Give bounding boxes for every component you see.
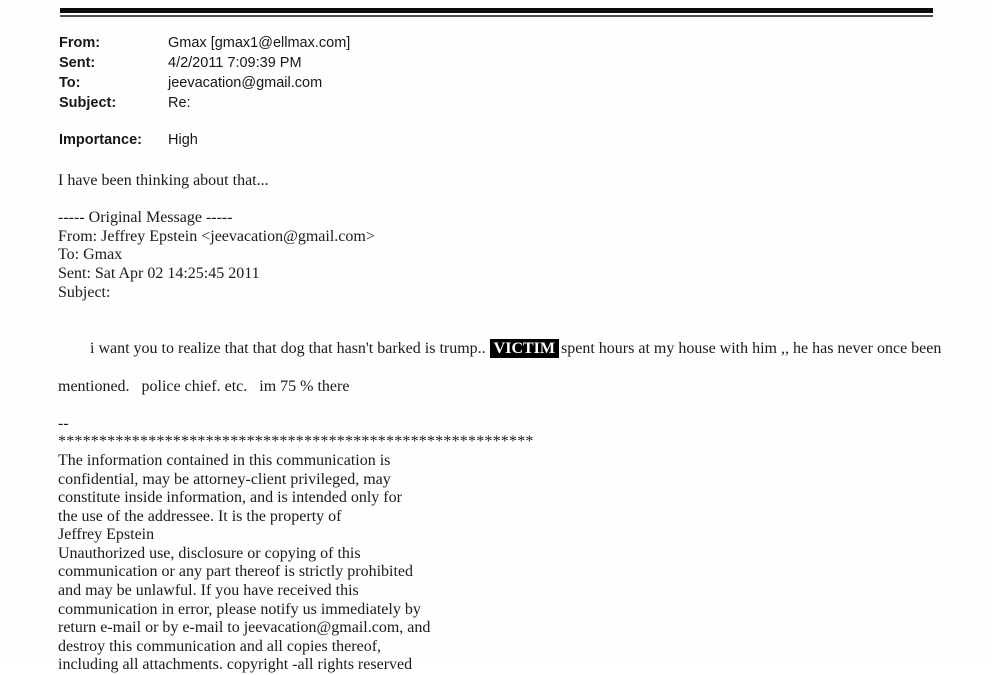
asterisk-divider: **********************************************************: [58, 433, 534, 451]
signature-block: [58, 415, 978, 675]
to-value: jeevacation@gmail.com: [168, 75, 323, 91]
disclaimer-line: confidential, may be attorney-client privileged, may: [58, 470, 391, 488]
message-text-before-redaction: i want you to realize that that dog that hasn't barked is trump..: [90, 340, 486, 358]
email-body: [58, 172, 978, 675]
intro-line: I have been thinking about that...: [58, 172, 269, 189]
header-row-to: [59, 73, 350, 93]
message-paragraph: [58, 321, 978, 396]
subject-label: Subject:: [59, 95, 117, 111]
top-horizontal-rule: [60, 8, 933, 17]
disclaimer-line: including all attachments. copyright -all rights reserved: [58, 656, 413, 674]
original-message-to: To: Gmax: [58, 246, 123, 264]
disclaimer-line: constitute inside information, and is intended only for: [58, 489, 402, 507]
disclaimer-line: the use of the addressee. It is the property of: [58, 507, 342, 525]
original-message-sent: Sent: Sat Apr 02 14:25:45 2011: [58, 264, 260, 282]
message-line-2: mentioned. police chief. etc. im 75 % there: [58, 377, 350, 395]
header-row-sent: [59, 53, 350, 73]
header-row-from: [59, 33, 350, 53]
message-line-1: [58, 321, 978, 378]
original-message-subject: Subject:: [58, 283, 111, 301]
disclaimer-line: communication in error, please notify us immediately by: [58, 600, 421, 618]
disclaimer-block: [58, 452, 978, 675]
original-message-from: From: Jeffrey Epstein <jeevacation@gmail.com>: [58, 227, 375, 245]
to-label: To:: [59, 75, 81, 91]
disclaimer-line: destroy this communication and all copies thereof,: [58, 637, 382, 655]
rule-thin-line: [60, 15, 933, 17]
from-value: Gmax [gmax1@ellmax.com]: [168, 35, 351, 51]
sent-value: 4/2/2011 7:09:39 PM: [168, 55, 302, 71]
email-header: [59, 33, 350, 150]
disclaimer-line: and may be unlawful. If you have received this: [58, 582, 359, 600]
original-message-divider: ----- Original Message -----: [58, 209, 233, 227]
disclaimer-line: Unauthorized use, disclosure or copying of this: [58, 544, 361, 562]
disclaimer-line: Jeffrey Epstein: [58, 526, 155, 544]
sent-label: Sent:: [59, 55, 96, 71]
redaction-box: VICTIM: [490, 339, 559, 358]
from-label: From:: [59, 35, 101, 51]
signature-dashes: --: [58, 414, 69, 432]
importance-label: Importance:: [59, 132, 142, 148]
header-row-importance: [59, 130, 350, 150]
importance-value: High: [168, 132, 198, 148]
rule-thick-line: [60, 8, 933, 13]
message-text-after-redaction: spent hours at my house with him ,, he has never once been: [561, 340, 942, 358]
original-message-block: [58, 209, 978, 302]
disclaimer-line: The information contained in this communication is: [58, 451, 391, 469]
disclaimer-line: communication or any part thereof is strictly prohibited: [58, 563, 414, 581]
subject-value: Re:: [168, 95, 191, 111]
header-row-subject: [59, 93, 350, 113]
disclaimer-line: return e-mail or by e-mail to jeevacation@gmail.com, and: [58, 619, 431, 637]
